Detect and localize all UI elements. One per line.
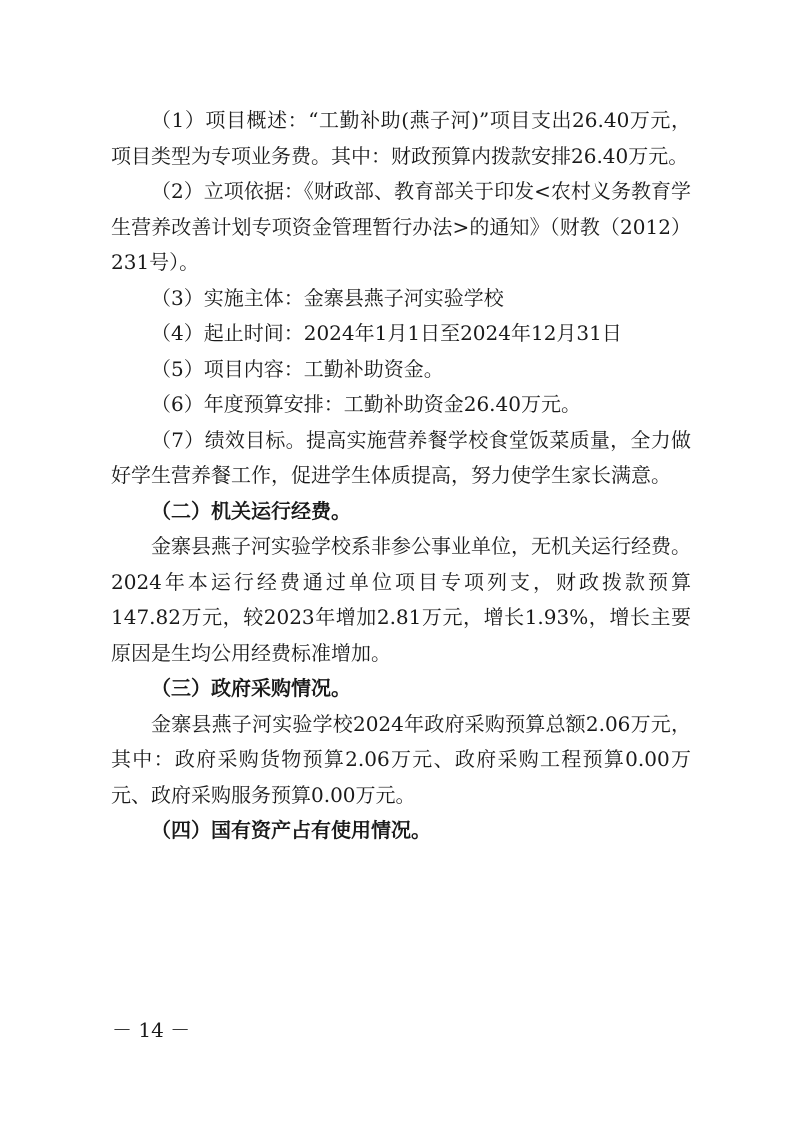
- paragraph-implementing-entity: （3）实施主体：金寨县燕子河实验学校: [151, 285, 504, 310]
- paragraph-government-procurement: 金寨县燕子河实验学校2024年政府采购预算总额2.06万元，其中：政府采购货物预算2.06万元、政府采购工程预算0.00万元、政府采购服务预算0.00万元。: [111, 711, 691, 807]
- section-heading-government-procurement: （三）政府采购情况。: [151, 676, 351, 700]
- section-heading-state-assets: （四）国有资产占有使用情况。: [151, 818, 431, 842]
- paragraph-performance-goal: （7）绩效目标。提高实施营养餐学校食堂饭菜质量，全力做好学生营养餐工作，促进学生体质提高，努力使学生家长满意。: [111, 427, 691, 487]
- document-body: [111, 103, 691, 849]
- paragraph-operating-expenses: 金寨县燕子河实验学校系非参公事业单位，无机关运行经费。2024年本运行经费通过单位项目专项列支，财政拨款预算147.82万元，较2023年增加2.81万元，增长1.93%，增长主要原因是生均公用经费标准增加。: [111, 534, 691, 665]
- paragraph-project-content: （5）项目内容：工勤补助资金。: [151, 356, 444, 381]
- paragraph-annual-budget: （6）年度预算安排：工勤补助资金26.40万元。: [151, 392, 581, 416]
- paragraph-time-period: （4）起止时间：2024年1月1日至2024年12月31日: [151, 321, 622, 345]
- page-number: － 14 －: [112, 1018, 191, 1042]
- section-heading-operating-expenses: （二）机关运行经费。: [151, 498, 351, 523]
- paragraph-project-basis: （2）立项依据：《财政部、教育部关于印发<农村义务教育学生营养改善计划专项资金管理暂行办法>的通知》（财教（2012）231号）。: [111, 179, 691, 274]
- paragraph-project-overview: （1）项目概述：“工勤补助(燕子河)”项目支出26.40万元，项目类型为专项业务费。其中：财政预算内拨款安排26.40万元。: [111, 108, 691, 168]
